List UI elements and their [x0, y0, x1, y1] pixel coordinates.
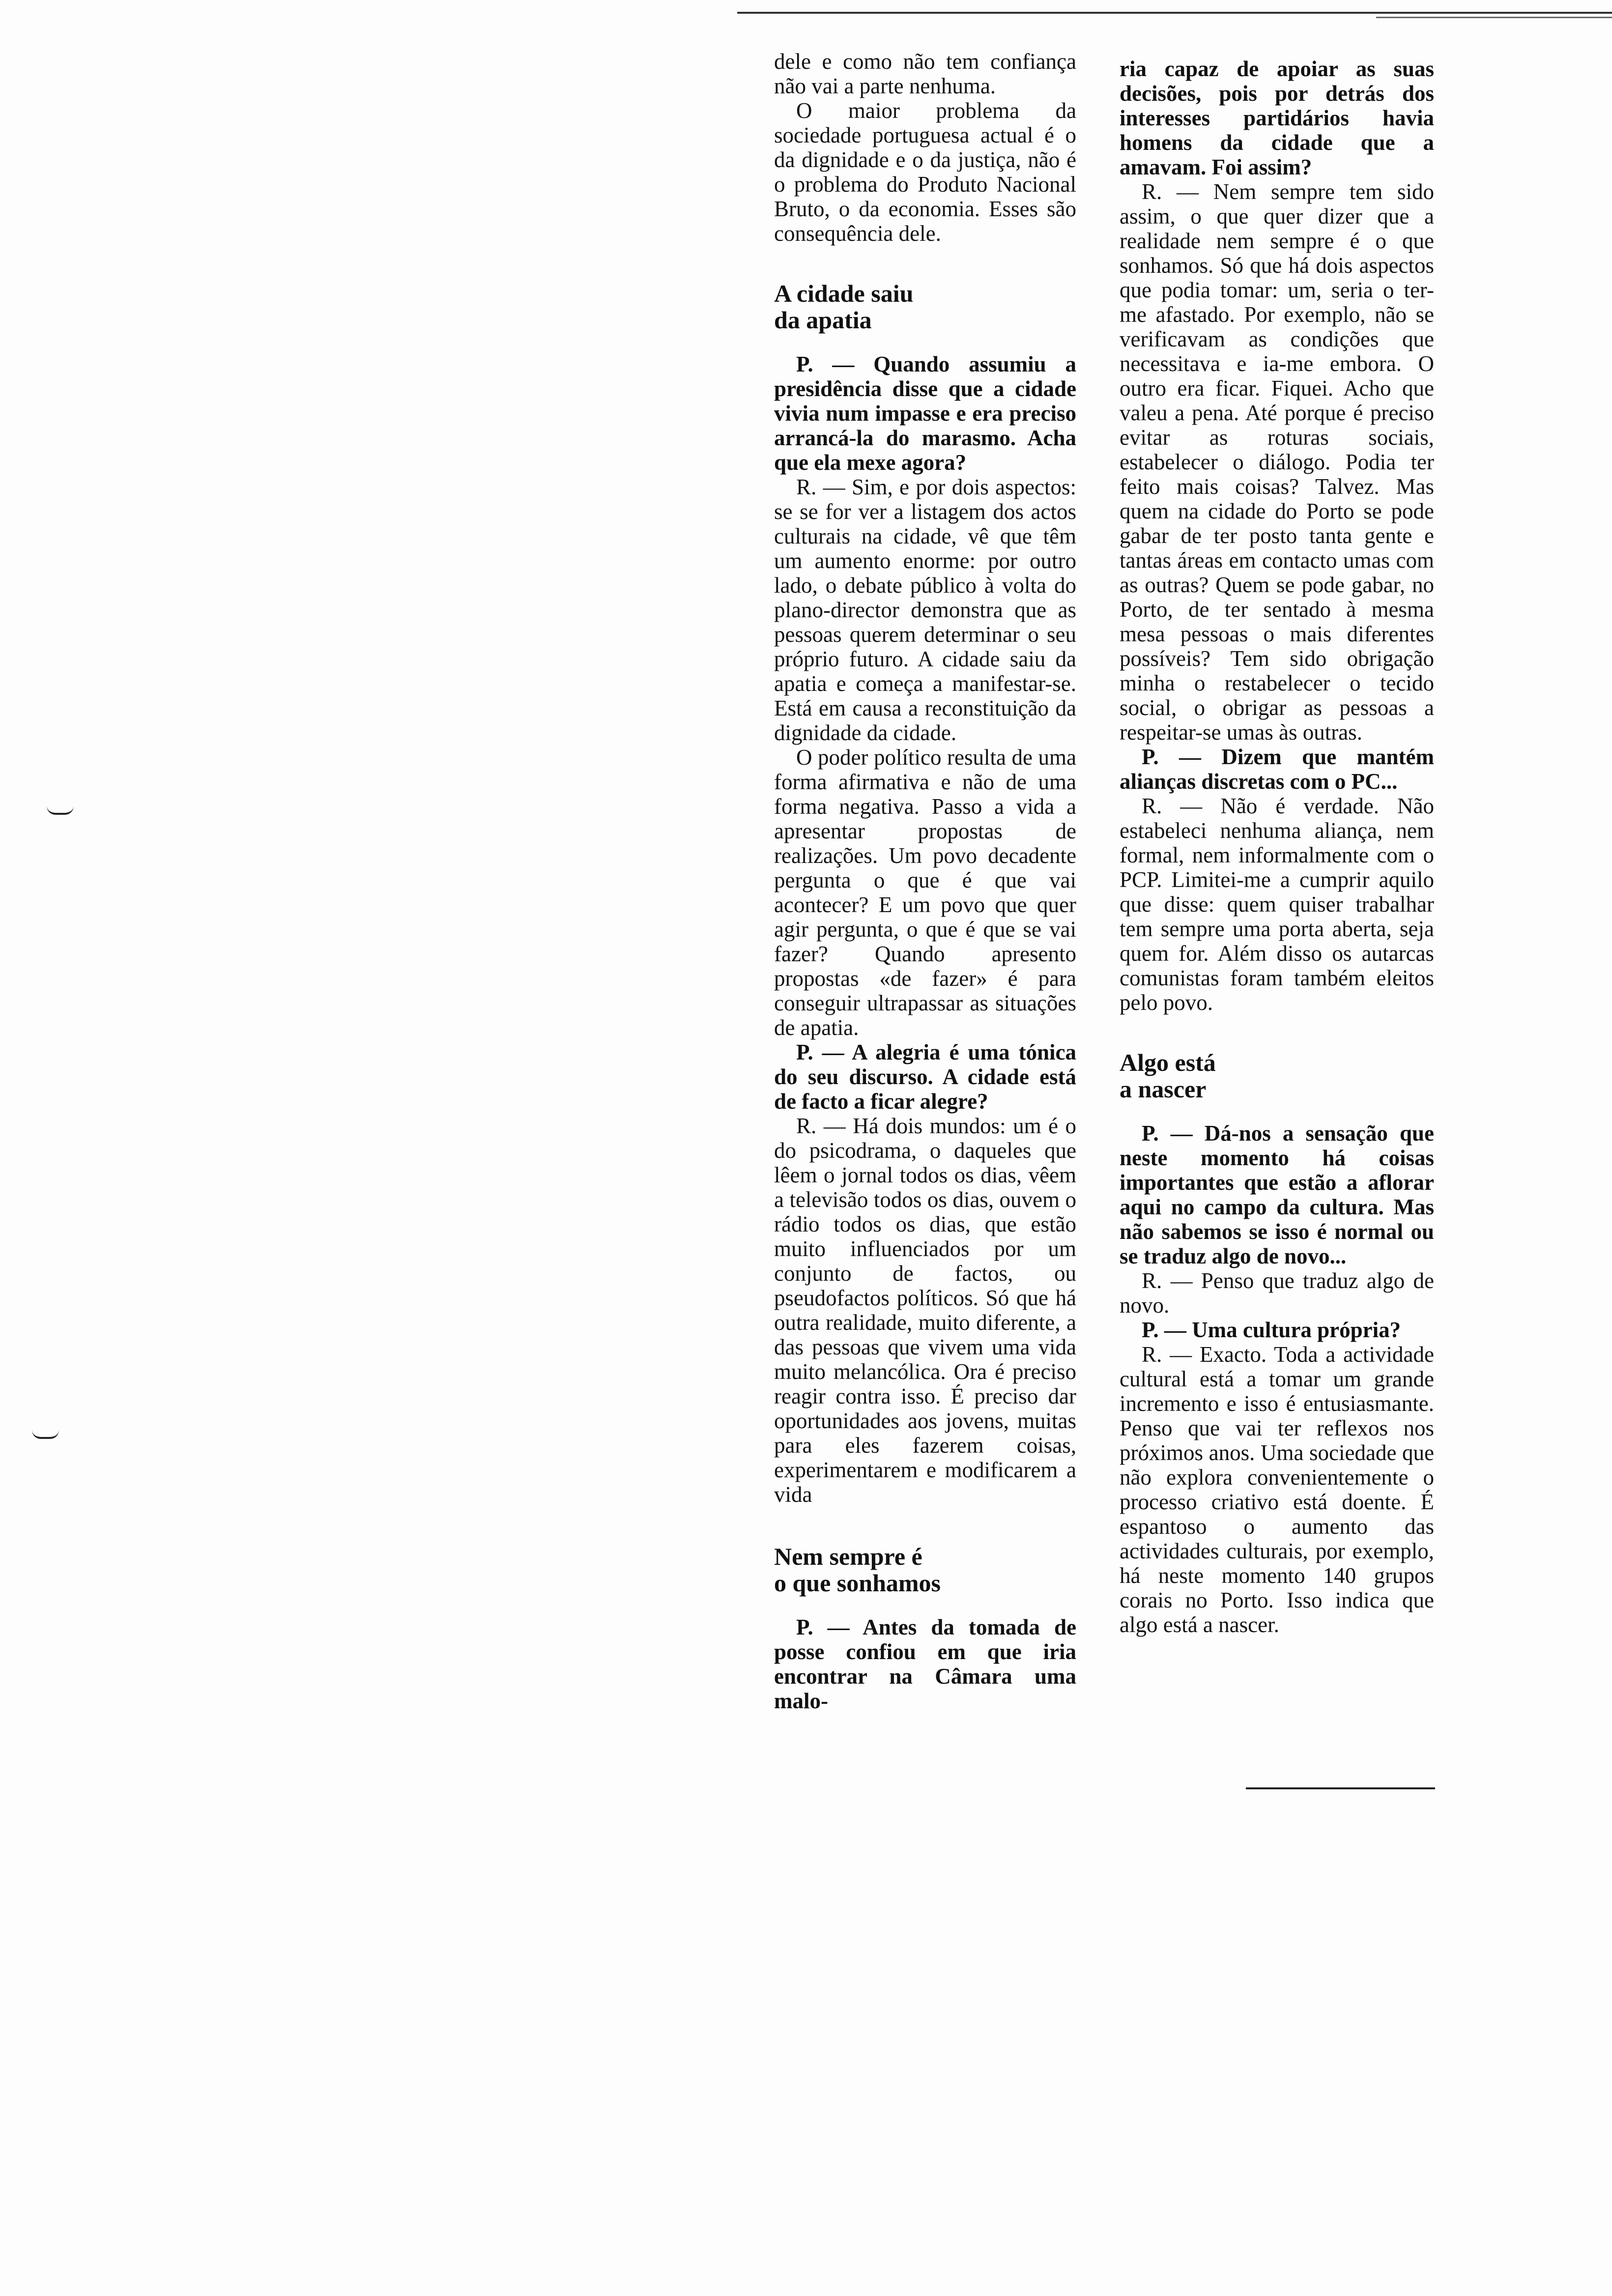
section-heading: [774, 1543, 1076, 1596]
answer: R. — Há dois mundos: um é o do psicodrama, o daqueles que lêem o jornal todos os dias, vêem a televisão todos os dias, ouvem o rádio todos os dias, que estão muito influenciados por um conjunto de factos, ou pseudofactos políticos. Só que há outra realidade, muito diferente, a das pessoas que vivem uma vida muito melancólica. Ora é preciso reagir contra isso. É preciso dar oportunidades aos jovens, muitas para eles fazerem coisas, experimentarem e modificarem a vida: [774, 1114, 1076, 1507]
margin-mark-lower: [32, 1430, 59, 1439]
margin-mark-upper: [47, 806, 74, 815]
paragraph: dele e como não tem confiança não vai a parte nenhuma.: [774, 49, 1076, 98]
question: P. — Quando assumiu a presidência disse que a cidade vivia num impasse e era preciso arrancá-la do marasmo. Acha que ela mexe agora?: [774, 352, 1076, 475]
answer: R. — Não é verdade. Não estabeleci nenhuma aliança, nem formal, nem informalmente com o PCP. Limitei-me a cumprir aquilo que disse: quem quiser trabalhar tem sempre uma porta aberta, seja quem for. Além disso os autarcas comunistas foram também eleitos pelo povo.: [1120, 794, 1434, 1015]
question: P. — Dizem que mantém alianças discretas com o PC...: [1120, 745, 1434, 794]
paragraph: O poder político resulta de uma forma afirmativa e não de uma forma negativa. Passo a vida a apresentar propostas de realizações. Um povo decadente pergunta o que é que vai acontecer? E um povo que quer agir pergunta, o que é que se vai fazer? Quando apresento propostas «de fazer» é para conseguir ultrapassar as situações de apatia.: [774, 745, 1076, 1040]
section-heading: [774, 280, 1076, 333]
answer: R. — Nem sempre tem sido assim, o que quer dizer que a realidade nem sempre é o que sonhamos. Só que há dois aspectos que podia tomar: um, seria o ter-me afastado. Por exemplo, não se verificavam as condições que necessitava e ia-me embora. O outro era ficar. Fiquei. Acho que valeu a pena. Até porque é preciso evitar as roturas sociais, estabelecer o diálogo. Podia ter feito mais coisas? Talvez. Mas quem na cidade do Porto se pode gabar de ter posto tanta gente e tantas áreas em contacto umas com as outras? Quem se pode gabar, no Porto, de ter sentado à mesma mesa pessoas o mais diferentes possíveis? Tem sido obrigação minha o restabelecer o tecido social, o obrigar as pessoas a respeitar-se umas às outras.: [1120, 179, 1434, 745]
heading-line: Nem sempre é: [774, 1543, 922, 1570]
question: P. — Uma cultura própria?: [1142, 1318, 1401, 1342]
heading-line: o que sonhamos: [774, 1569, 941, 1597]
left-column: [774, 49, 1076, 1713]
question: P. — Antes da tomada de posse confiou em que iria encontrar na Câmara uma malo-: [774, 1615, 1076, 1713]
heading-line: a nascer: [1120, 1075, 1207, 1103]
question: P. — A alegria é uma tónica do seu discurso. A cidade está de facto a ficar alegre?: [774, 1040, 1076, 1114]
top-rule-secondary: [1376, 17, 1612, 18]
answer: R. — Sim, e por dois aspectos: se se for ver a listagem dos actos culturais na cidade, vê que têm um aumento enorme: por outro lado, o debate público à volta do plano-director demonstra que as pessoas querem determinar o seu próprio futuro. A cidade saiu da apatia e começa a manifestar-se. Está em causa a reconstituição da dignidade da cidade.: [774, 475, 1076, 745]
heading-line: Algo está: [1120, 1049, 1216, 1076]
section-heading: [1120, 1049, 1434, 1102]
heading-line: A cidade saiu: [774, 280, 914, 307]
answer: R. — Penso que traduz algo de novo.: [1120, 1268, 1434, 1318]
top-rule: [737, 12, 1612, 14]
end-rule: [1246, 1787, 1435, 1789]
answer: R. — Exacto. Toda a actividade cultural está a tomar um grande incremento e isso é entusiasmante. Penso que vai ter reflexos nos próximos anos. Uma sociedade que não explora convenientemente o processo criativo está doente. É espantoso o aumento das actividades culturais, por exemplo, há neste momento 140 grupos corais no Porto. Isso indica que algo está a nascer.: [1120, 1342, 1434, 1637]
paragraph: O maior problema da sociedade portuguesa actual é o da dignidade e o da justiça, não é o problema do Produto Nacional Bruto, o da economia. Esses são consequência dele.: [774, 98, 1076, 246]
right-column: [1120, 57, 1434, 1637]
question-continued: ria capaz de apoiar as suas decisões, pois por detrás dos interesses partidários havia homens da cidade que a amavam. Foi assim?: [1120, 57, 1434, 179]
heading-line: da apatia: [774, 306, 872, 334]
question: P. — Dá-nos a sensação que neste momento há coisas importantes que estão a aflorar aqui no campo da cultura. Mas não sabemos se isso é normal ou se traduz algo de novo...: [1120, 1121, 1434, 1268]
